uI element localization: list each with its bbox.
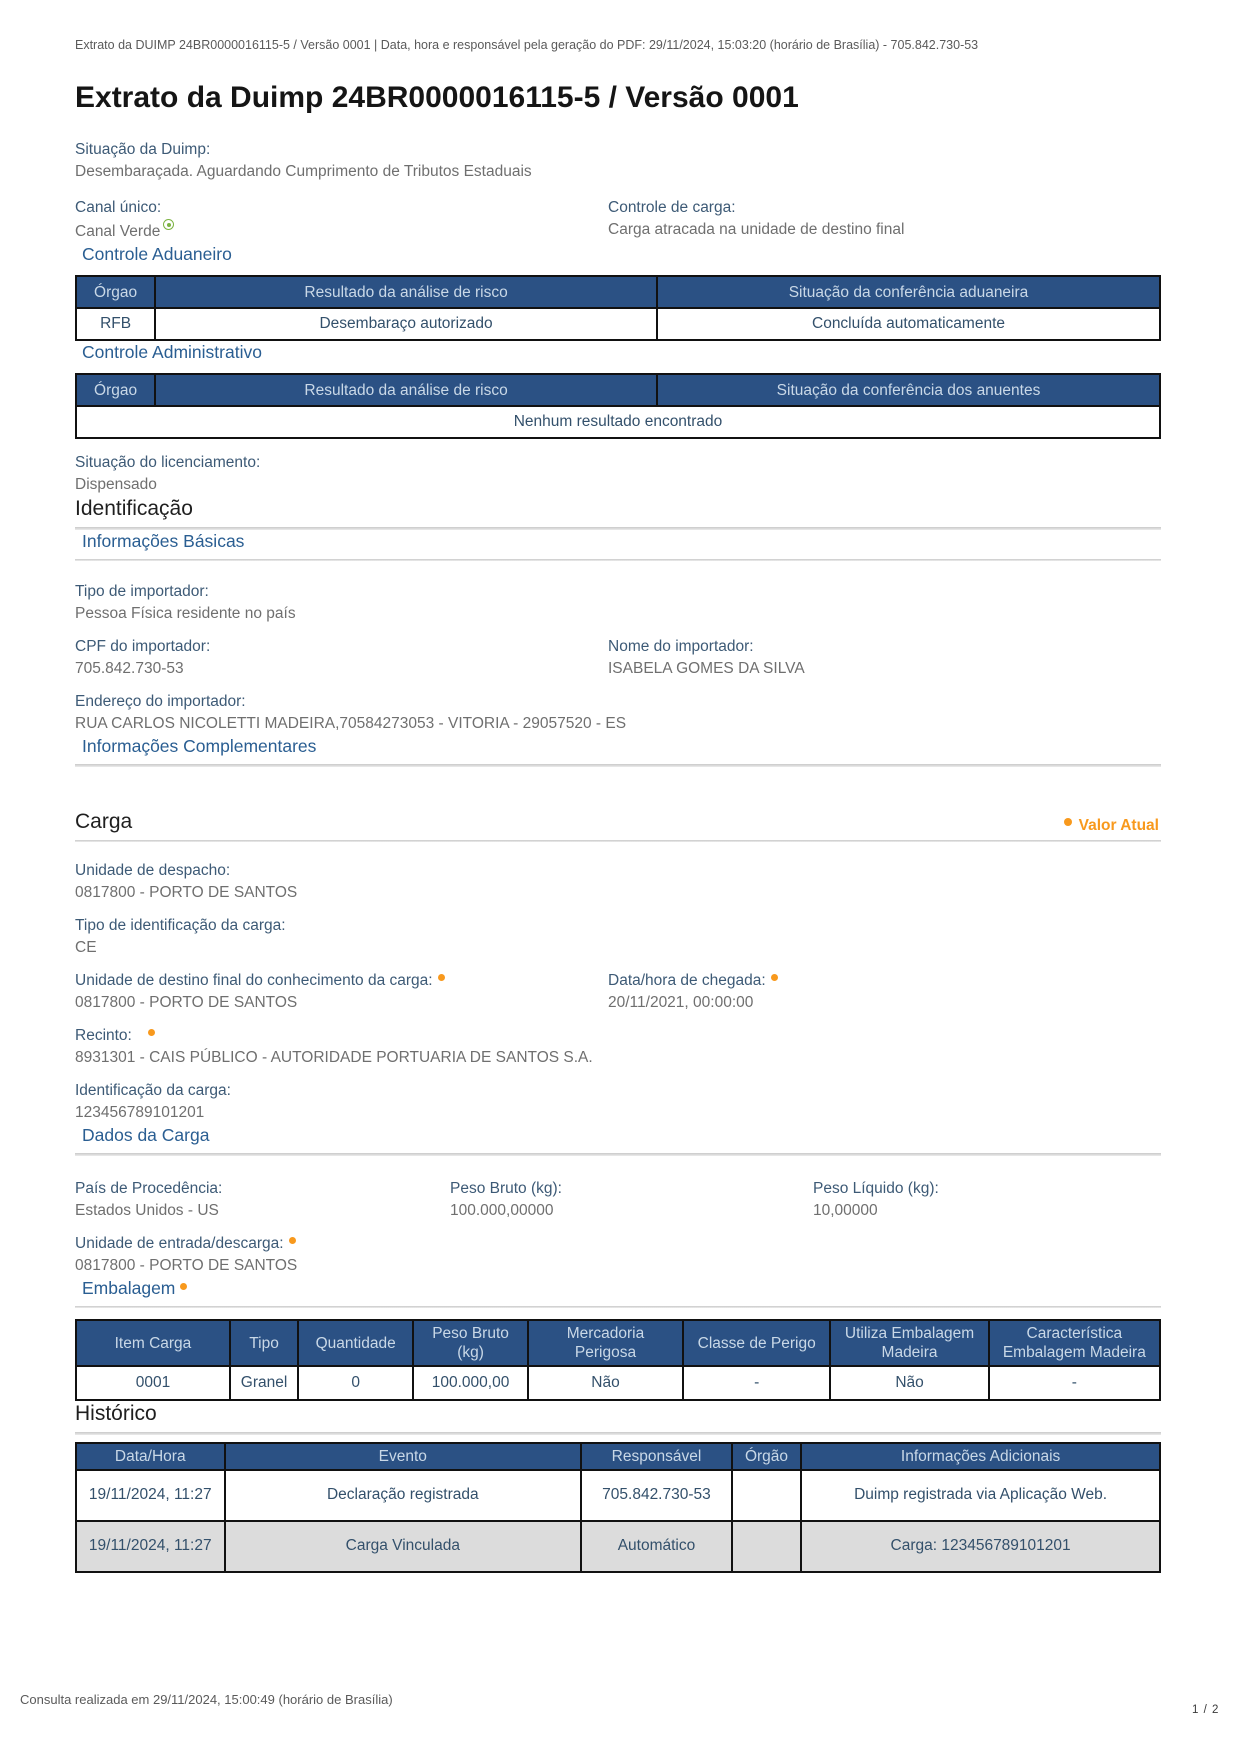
column-header: Resultado da análise de risco	[155, 276, 657, 308]
divider	[75, 559, 1161, 562]
page-title: Extrato da Duimp 24BR0000016115-5 / Versão 0001	[75, 81, 799, 114]
field-label: Endereço do importador:	[75, 693, 246, 710]
column-header: Utiliza Embalagem Madeira	[830, 1320, 988, 1366]
column-header: Data/Hora	[76, 1443, 225, 1470]
cell-orgao	[732, 1521, 801, 1572]
embalagem-table	[75, 1319, 1161, 1401]
table-header-row	[76, 374, 1160, 406]
table-row	[76, 1366, 1160, 1400]
column-header: Situação da conferência dos anuentes	[657, 374, 1160, 406]
column-header: Tipo	[230, 1320, 298, 1366]
column-header: Informações Adicionais	[801, 1443, 1160, 1470]
valor-atual-legend	[1064, 817, 1161, 835]
field-endereco-importador	[75, 691, 1161, 735]
table-row	[76, 1521, 1160, 1572]
subsection-controle-administrativo: Controle Administrativo	[82, 342, 262, 362]
field-value: 20/11/2021, 00:00:00	[608, 994, 754, 1011]
field-unidade-entrada-descarga	[75, 1233, 1161, 1277]
column-header: Item Carga	[76, 1320, 230, 1366]
cell-resultado: Desembaraço autorizado	[155, 308, 657, 340]
field-value: 705.842.730-53	[75, 660, 184, 677]
field-value: Canal Verde	[75, 223, 161, 240]
subsection-embalagem: Embalagem	[75, 1277, 1161, 1300]
field-value: 123456789101201	[75, 1104, 205, 1121]
field-recinto	[75, 1025, 1161, 1069]
controle-aduaneiro-table	[75, 275, 1161, 341]
table-empty-row	[76, 406, 1160, 438]
cell-informacoes-adicionais: Duimp registrada via Aplicação Web.	[801, 1470, 1160, 1521]
column-header: Mercadoria Perigosa	[528, 1320, 683, 1366]
field-peso-liquido	[813, 1178, 1161, 1222]
page-number: 1 / 2	[1192, 1704, 1220, 1716]
canal-verde-icon	[163, 219, 174, 230]
column-header: Evento	[225, 1443, 582, 1470]
field-label: Situação da Duimp:	[75, 141, 211, 158]
cell-quantidade: 0	[298, 1366, 413, 1400]
column-header: Órgao	[76, 374, 155, 406]
field-value: Dispensado	[75, 476, 157, 493]
field-label: Controle de carga:	[608, 199, 736, 216]
column-header: Característica Embalagem Madeira	[989, 1320, 1160, 1366]
historico-table	[75, 1442, 1161, 1573]
column-header: Situação da conferência aduaneira	[657, 276, 1160, 308]
current-value-dot-icon	[289, 1237, 296, 1244]
field-nome-importador	[608, 636, 1161, 680]
field-label: Tipo de importador:	[75, 583, 209, 600]
controle-administrativo-table	[75, 373, 1161, 439]
current-value-dot-icon	[771, 974, 778, 981]
field-value: 8931301 - CAIS PÚBLICO - AUTORIDADE PORTUARIA DE SANTOS S.A.	[75, 1049, 593, 1066]
subsection-dados-da-carga: Dados da Carga	[82, 1125, 210, 1145]
cell-tipo: Granel	[230, 1366, 298, 1400]
valor-atual-label: Valor Atual	[1078, 816, 1159, 834]
field-value: RUA CARLOS NICOLETTI MADEIRA,70584273053 - VITORIA - 29057520 - ES	[75, 715, 627, 732]
field-data-hora-chegada	[608, 970, 1161, 1014]
table-header-row	[76, 1443, 1160, 1470]
field-unidade-despacho	[75, 860, 1161, 904]
current-value-dot-icon	[1064, 818, 1072, 826]
field-value: 0817800 - PORTO DE SANTOS	[75, 1256, 298, 1274]
field-value: Pessoa Física residente no país	[75, 605, 296, 622]
table-header-row	[76, 1320, 1160, 1366]
field-controle-carga	[608, 197, 1161, 243]
field-label: Unidade de despacho:	[75, 862, 231, 879]
field-value: 100.000,00000	[450, 1201, 554, 1219]
field-label: Canal único:	[75, 199, 162, 216]
field-situacao-duimp	[75, 139, 1161, 183]
cell-data-hora: 19/11/2024, 11:27	[76, 1521, 225, 1572]
field-label: Situação do licenciamento:	[75, 454, 261, 471]
cell-evento: Declaração registrada	[225, 1470, 582, 1521]
field-tipo-importador	[75, 581, 1161, 625]
field-cpf-importador	[75, 636, 608, 680]
cell-data-hora: 19/11/2024, 11:27	[76, 1470, 225, 1521]
column-header: Órgão	[732, 1443, 801, 1470]
cell-utiliza-madeira: Não	[830, 1366, 988, 1400]
current-value-dot-icon	[438, 974, 445, 981]
divider	[75, 764, 1161, 767]
cell-classe-perigo: -	[683, 1366, 830, 1400]
field-label: Peso Bruto (kg):	[450, 1179, 562, 1197]
column-header: Resultado da análise de risco	[155, 374, 657, 406]
field-value: CE	[75, 939, 97, 956]
divider	[75, 1153, 1161, 1156]
pdf-generation-note: Extrato da DUIMP 24BR0000016115-5 / Versão 0001 | Data, hora e responsável pela geração do PDF: 29/11/2024, 15:03:20 (horário de Brasília) - 705.842.730-53	[75, 38, 979, 52]
field-label: País de Procedência:	[75, 1179, 223, 1197]
field-label: Peso Líquido (kg):	[813, 1179, 939, 1197]
divider	[75, 1306, 1161, 1309]
current-value-dot-icon	[180, 1283, 187, 1290]
field-label: Identificação da carga:	[75, 1082, 231, 1099]
cell-mercadoria-perigosa: Não	[528, 1366, 683, 1400]
field-value: 10,00000	[813, 1201, 878, 1219]
current-value-dot-icon	[148, 1029, 155, 1036]
field-tipo-identificacao-carga	[75, 915, 1161, 959]
cell-evento: Carga Vinculada	[225, 1521, 582, 1572]
document-body	[75, 0, 1161, 1573]
field-label: Unidade de entrada/descarga:	[75, 1234, 284, 1252]
cell-responsavel: 705.842.730-53	[581, 1470, 732, 1521]
field-unidade-destino-final	[75, 970, 608, 1014]
column-header: Quantidade	[298, 1320, 413, 1366]
section-identificacao: Identificação	[75, 497, 193, 520]
subsection-controle-aduaneiro: Controle Aduaneiro	[82, 244, 232, 264]
field-canal-unico	[75, 197, 608, 243]
cell-orgao	[732, 1470, 801, 1521]
consultation-timestamp: Consulta realizada em 29/11/2024, 15:00:49 (horário de Brasília)	[20, 1692, 393, 1707]
field-label: Data/hora de chegada:	[608, 972, 766, 989]
field-label: CPF do importador:	[75, 638, 211, 655]
field-value: ISABELA GOMES DA SILVA	[608, 660, 805, 677]
cell-peso-bruto: 100.000,00	[413, 1366, 528, 1400]
table-row	[76, 308, 1160, 340]
field-value: Estados Unidos - US	[75, 1201, 219, 1219]
column-header: Peso Bruto (kg)	[413, 1320, 528, 1366]
cell-orgao: RFB	[76, 308, 155, 340]
column-header: Órgao	[76, 276, 155, 308]
empty-message: Nenhum resultado encontrado	[76, 406, 1160, 438]
cell-situacao: Concluída automaticamente	[657, 308, 1160, 340]
field-value: 0817800 - PORTO DE SANTOS	[75, 884, 298, 901]
field-peso-bruto	[450, 1178, 813, 1222]
field-value: Carga atracada na unidade de destino final	[608, 221, 905, 238]
divider	[75, 1432, 1161, 1435]
subsection-informacoes-basicas: Informações Básicas	[82, 530, 245, 551]
section-carga: Carga	[75, 809, 133, 833]
cell-informacoes-adicionais: Carga: 123456789101201	[801, 1521, 1160, 1572]
cell-item-carga: 0001	[76, 1366, 230, 1400]
cell-responsavel: Automático	[581, 1521, 732, 1572]
field-label: Tipo de identificação da carga:	[75, 917, 286, 934]
field-value: 0817800 - PORTO DE SANTOS	[75, 994, 298, 1011]
divider	[75, 840, 1161, 843]
field-identificacao-carga	[75, 1080, 1161, 1124]
field-label: Recinto:	[75, 1027, 132, 1044]
section-historico: Histórico	[75, 1402, 157, 1425]
column-header: Responsável	[581, 1443, 732, 1470]
field-label: Unidade de destino final do conhecimento da carga:	[75, 972, 433, 989]
subsection-informacoes-complementares: Informações Complementares	[82, 736, 317, 756]
table-row	[76, 1470, 1160, 1521]
field-label: Nome do importador:	[608, 638, 754, 655]
field-value: Desembaraçada. Aguardando Cumprimento de Tributos Estaduais	[75, 163, 532, 180]
column-header: Classe de Perigo	[683, 1320, 830, 1366]
field-licenciamento	[75, 452, 1161, 496]
field-pais-procedencia	[75, 1178, 450, 1222]
cell-caracteristica-madeira: -	[989, 1366, 1160, 1400]
table-header-row	[76, 276, 1160, 308]
